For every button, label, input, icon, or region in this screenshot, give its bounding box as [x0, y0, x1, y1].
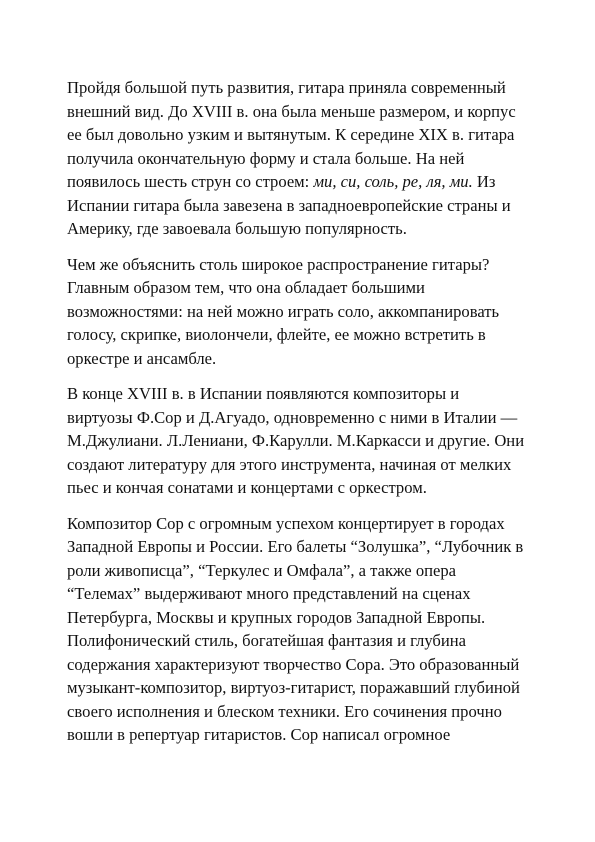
text-line: своего исполнения и блеском техники. Его сочинения прочно — [67, 701, 502, 721]
paragraph-1 — [67, 76, 547, 241]
text-line: Америку, где завоевала большую популярность. — [67, 219, 407, 238]
text-line: ее был довольно узким и вытянутым. К середине XIX в. гитара — [67, 125, 515, 144]
text-line: Композитор Сор с огромным успехом концертирует в городах — [67, 513, 505, 533]
string-tuning-notes: ми, си, соль, ре, ля, ми. — [313, 172, 473, 191]
text-line: Западной Европы и России. Его балеты “Золушка”, “Лубочник в — [67, 537, 524, 556]
text-line: получила окончательную форму и стала больше. На ней — [67, 148, 465, 168]
text-line: оркестре и ансамбле. — [67, 348, 217, 368]
text-line: “Телемах” выдерживают много представлений на сценах — [67, 584, 471, 603]
paragraph-3 — [67, 382, 547, 500]
text-line: Главным образом тем, что она обладает большими — [67, 278, 425, 297]
text-line: Полифонический стиль, богатейшая фантазия и глубина — [67, 631, 466, 650]
paragraph-4 — [67, 512, 547, 747]
text-line — [67, 170, 547, 194]
text-line: голосу, скрипке, виолончели, флейте, ее можно встретить в — [67, 325, 486, 344]
text-line: Испании гитара была завезена в западноевропейские страны и — [67, 195, 511, 215]
text-line: В конце XVIII в. в Испании появляются композиторы и — [67, 384, 460, 403]
text-line: внешний вид. До XVIII в. она была меньше размером, и корпус — [67, 101, 516, 121]
text-line: Пройдя большой путь развития, гитара приняла современный — [67, 78, 506, 97]
text-line: М.Джулиани. Л.Лениани, Ф.Карулли. М.Каркасси и другие. Они — [67, 431, 525, 450]
text-line: вошли в репертуар гитаристов. Сор написал огромное — [67, 725, 451, 744]
text-line: создают литературу для этого инструмента, начиная от мелких — [67, 454, 512, 474]
text-run: появилось шесть струн со строем: — [67, 172, 314, 191]
text-line: пьес и кончая сонатами и концертами с оркестром. — [67, 478, 427, 497]
text-line: роли живописца”, “Теркулес и Омфала”, а также опера — [67, 560, 457, 580]
text-line: Петербурга, Москвы и крупных городов Западной Европы. — [67, 607, 486, 627]
text-line: виртуозы Ф.Сор и Д.Агуадо, одновременно с ними в Италии — — [67, 407, 518, 427]
text-line: Чем же объяснить столь широкое распространение гитары? — [67, 254, 490, 274]
document-body — [67, 76, 547, 759]
text-line: возможностями: на ней можно играть соло, аккомпанировать — [67, 301, 500, 321]
text-line: музыкант-композитор, виртуоз-гитарист, поражавший глубиной — [67, 678, 520, 697]
text-run: Из — [472, 172, 496, 191]
paragraph-2 — [67, 253, 547, 371]
text-line: содержания характеризуют творчество Сора. Это образованный — [67, 654, 520, 674]
